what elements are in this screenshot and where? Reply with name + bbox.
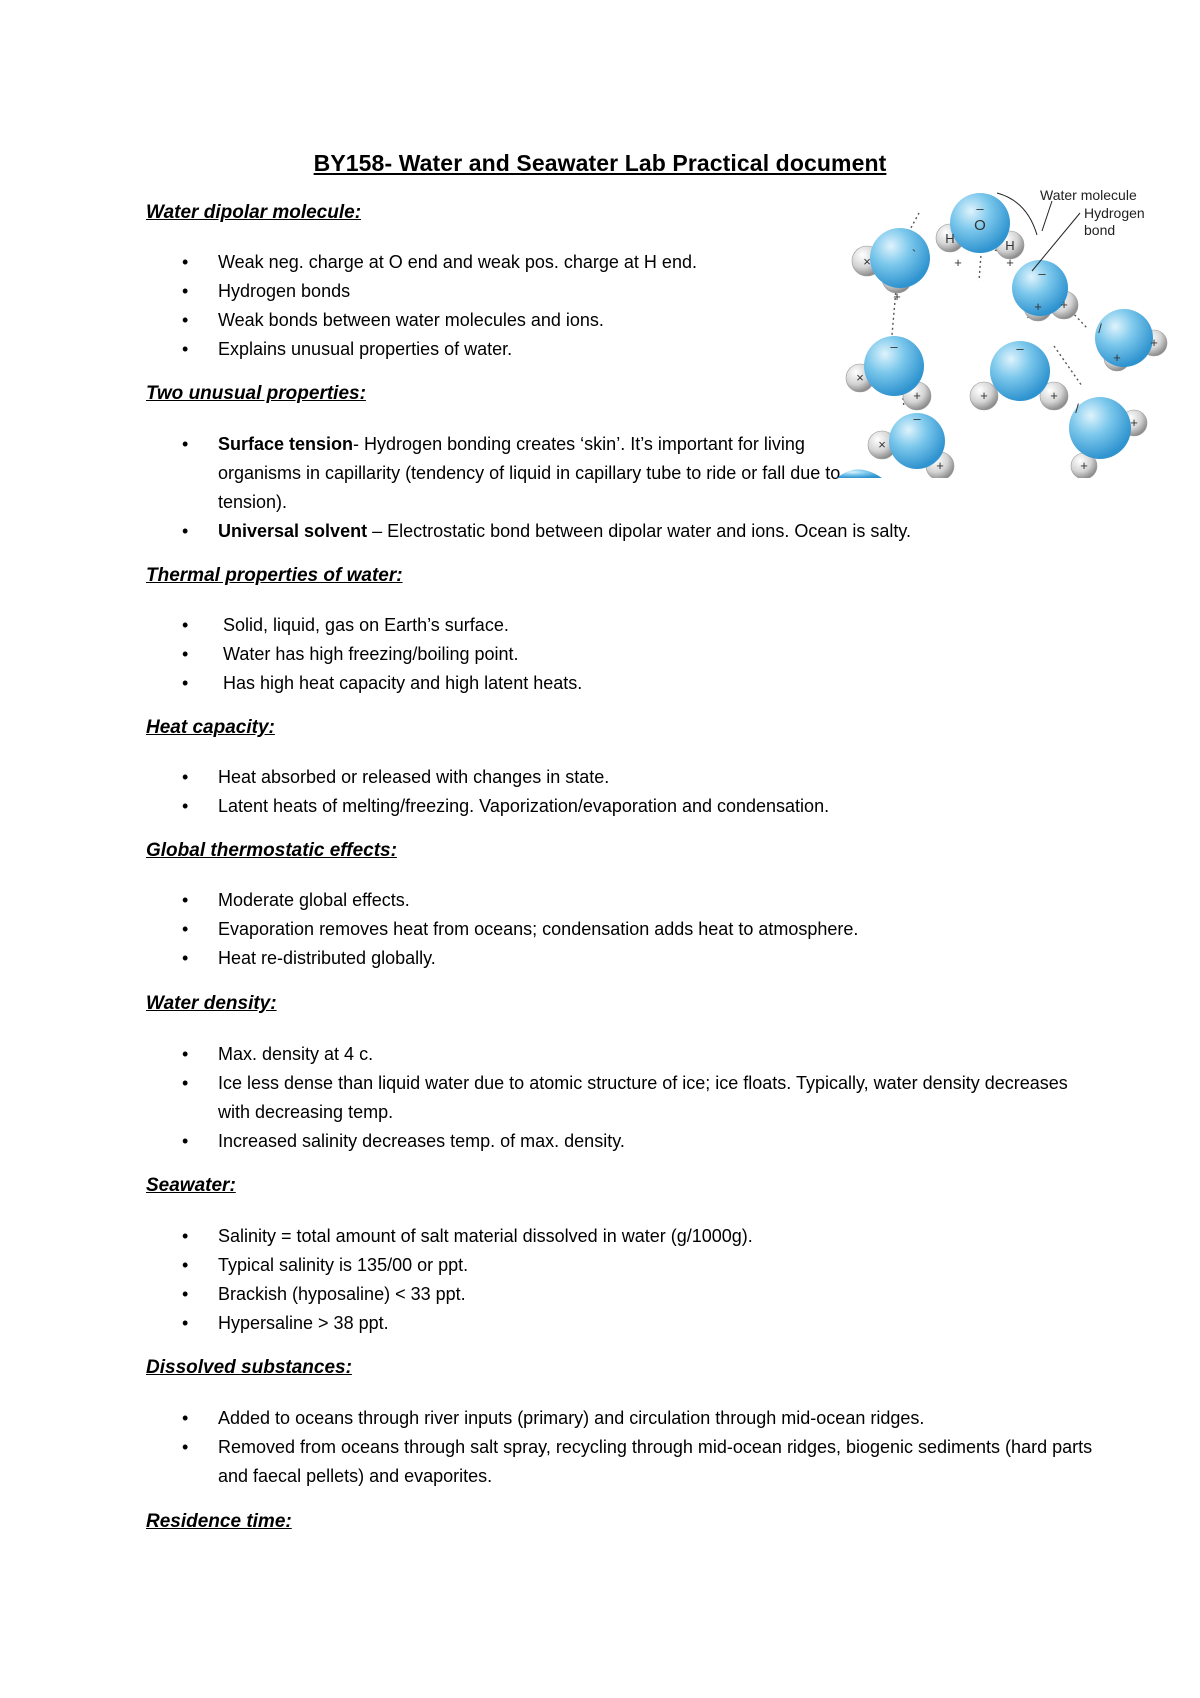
list-item-text: Heat absorbed or released with changes in state. [218, 767, 610, 787]
svg-text:×: × [856, 370, 864, 385]
heading-dissolved-substances: Dissolved substances: [146, 1357, 352, 1378]
list-item: • Heat absorbed or released with changes in state. [182, 767, 610, 787]
label-hydrogen-bond: Hydrogen [1084, 205, 1145, 221]
list-item-text: Salinity = total amount of salt material dissolved in water (g/1000g). [218, 1226, 753, 1246]
list-dissolved-substances [146, 1404, 1098, 1491]
list-water-dipolar [146, 248, 697, 364]
list-item: • Latent heats of melting/freezing. Vaporization/evaporation and condensation. [182, 796, 830, 816]
svg-text:+: + [954, 255, 962, 270]
list-item-text: Water has high freezing/boiling point. [223, 644, 519, 664]
list-item: • Explains unusual properties of water. [182, 339, 513, 359]
list-item-text: Has high heat capacity and high latent heats. [223, 673, 583, 693]
list-item-text: Solid, liquid, gas on Earth’s surface. [223, 615, 509, 635]
svg-text:×: × [878, 437, 886, 452]
svg-text:+: + [1006, 255, 1014, 270]
svg-text:`: ` [911, 247, 917, 262]
list-item: • Water has high freezing/boiling point. [182, 644, 519, 664]
list-item: • Weak neg. charge at O end and weak pos. charge at H end. [182, 252, 697, 272]
list-item-text: Removed from oceans through salt spray, recycling through mid-ocean ridges, biogenic sediments (hard parts and faecal pellets) and evaporites. [218, 1437, 1093, 1486]
list-item: • Heat re-distributed globally. [182, 948, 436, 968]
list-item: • Added to oceans through river inputs (primary) and circulation through mid-ocean ridges. [182, 1408, 925, 1428]
svg-text:+: + [1130, 415, 1138, 430]
list-item: • Universal solvent – Electrostatic bond between dipolar water and ions. Ocean is salty. [182, 521, 912, 541]
heading-heat-capacity: Heat capacity: [146, 717, 275, 738]
list-item: • Typical salinity is 135/00 or ppt. [182, 1255, 469, 1275]
list-item-text: Explains unusual properties of water. [218, 339, 513, 359]
oxygen-atom [1095, 309, 1153, 367]
list-item: • Removed from oceans through salt spray, recycling through mid-ocean ridges, biogenic sediments (hard parts and faecal pellets) and evaporites. [182, 1437, 1093, 1486]
heading-water-dipolar: Water dipolar molecule: [146, 202, 362, 223]
heading-seawater: Seawater: [146, 1175, 236, 1196]
list-heat-capacity [146, 763, 829, 821]
svg-text:+: + [913, 388, 921, 403]
water-molecule-diagram [832, 183, 1187, 478]
list-item-text: Latent heats of melting/freezing. Vaporization/evaporation and condensation. [218, 796, 830, 816]
heading-water-density: Water density: [146, 993, 277, 1014]
list-item-text: Hypersaline > 38 ppt. [218, 1313, 389, 1333]
oxygen-atom [870, 228, 930, 288]
list-item-text: Moderate global effects. [218, 890, 410, 910]
svg-text:+: + [1034, 299, 1042, 314]
list-thermal-properties [146, 611, 582, 698]
term-bold: Universal solvent [218, 521, 368, 541]
svg-text:+: + [1050, 388, 1058, 403]
label-water-molecule: Water molecule [1040, 187, 1137, 203]
svg-text:+: + [1150, 335, 1158, 350]
list-item-text: Hydrogen bonds [218, 281, 351, 301]
svg-text:–: – [1038, 266, 1046, 281]
list-item: • Max. density at 4 c. [182, 1044, 374, 1064]
document-title: BY158- Water and Seawater Lab Practical document [313, 150, 887, 176]
svg-text:–: – [890, 339, 898, 354]
svg-text:+: + [1113, 350, 1121, 365]
heading-thermal-properties: Thermal properties of water: [146, 565, 403, 586]
svg-text:–: – [1016, 341, 1024, 356]
list-item-text: Brackish (hyposaline) < 33 ppt. [218, 1284, 466, 1304]
svg-text:+: + [980, 388, 988, 403]
list-water-density [146, 1040, 1098, 1156]
term-bold: Surface tension [218, 434, 354, 454]
heading-global-thermostatic: Global thermostatic effects: [146, 840, 397, 861]
svg-text:–: – [976, 201, 984, 216]
list-item-text: - Hydrogen bonding creates ‘skin’. It’s important for living organisms in capillarity (tendency of liquid in capillary tube to ride or fall due to tension). [218, 434, 841, 512]
svg-text:+: + [1080, 458, 1088, 473]
hydrogen-label: H [945, 231, 955, 246]
svg-text:+: + [1060, 297, 1068, 312]
svg-text:+: + [893, 289, 901, 304]
list-item-text: Ice less dense than liquid water due to atomic structure of ice; ice floats. Typically, water density decreases with decreasing temp. [218, 1073, 1068, 1122]
list-item: • Solid, liquid, gas on Earth’s surface. [182, 615, 509, 635]
svg-text:/: / [1098, 321, 1102, 336]
list-item-text: – Electrostatic bond between dipolar water and ions. Ocean is salty. [367, 521, 912, 541]
list-item-text: Typical salinity is 135/00 or ppt. [218, 1255, 469, 1275]
list-item-text: Heat re-distributed globally. [218, 948, 436, 968]
svg-text:–: – [913, 411, 921, 426]
list-item: • Weak bonds between water molecules and ions. [182, 310, 604, 330]
list-item-text: Weak bonds between water molecules and ions. [218, 310, 604, 330]
list-item-text: Weak neg. charge at O end and weak pos. charge at H end. [218, 252, 697, 272]
heading-residence-time: Residence time: [146, 1511, 292, 1532]
hydrogen-label: H [1005, 238, 1015, 253]
svg-text:+: + [936, 458, 944, 473]
list-item: • Salinity = total amount of salt material dissolved in water (g/1000g). [182, 1226, 753, 1246]
oxygen-label: O [974, 217, 986, 234]
list-item: • Brackish (hyposaline) < 33 ppt. [182, 1284, 466, 1304]
label-hydrogen-bond-2: bond [1084, 222, 1116, 238]
svg-text:/: / [1075, 401, 1079, 416]
list-global-thermostatic [146, 886, 858, 973]
list-item-text: Max. density at 4 c. [218, 1044, 374, 1064]
list-item-text: Increased salinity decreases temp. of max. density. [218, 1131, 625, 1151]
oxygen-atom [837, 470, 882, 479]
list-item: • Ice less dense than liquid water due to atomic structure of ice; ice floats. Typically, water density decreases with decreasing temp. [182, 1073, 1068, 1122]
list-seawater [146, 1222, 753, 1338]
list-item: • Moderate global effects. [182, 890, 410, 910]
list-item: • Has high heat capacity and high latent heats. [182, 673, 583, 693]
list-item: • Surface tension- Hydrogen bonding creates ‘skin’. It’s important for living organisms in capillarity (tendency of liquid in capillary tube to ride or fall due to tension). [182, 434, 841, 512]
list-item: • Evaporation removes heat from oceans; condensation adds heat to atmosphere. [182, 919, 859, 939]
list-item-text: Evaporation removes heat from oceans; condensation adds heat to atmosphere. [218, 919, 859, 939]
svg-text:×: × [863, 254, 871, 269]
heading-unusual-properties: Two unusual properties: [146, 383, 366, 404]
list-item-text: Added to oceans through river inputs (primary) and circulation through mid-ocean ridges. [218, 1408, 925, 1428]
list-item: • Increased salinity decreases temp. of max. density. [182, 1131, 625, 1151]
list-item: • Hydrogen bonds [182, 281, 351, 301]
list-item: • Hypersaline > 38 ppt. [182, 1313, 389, 1333]
